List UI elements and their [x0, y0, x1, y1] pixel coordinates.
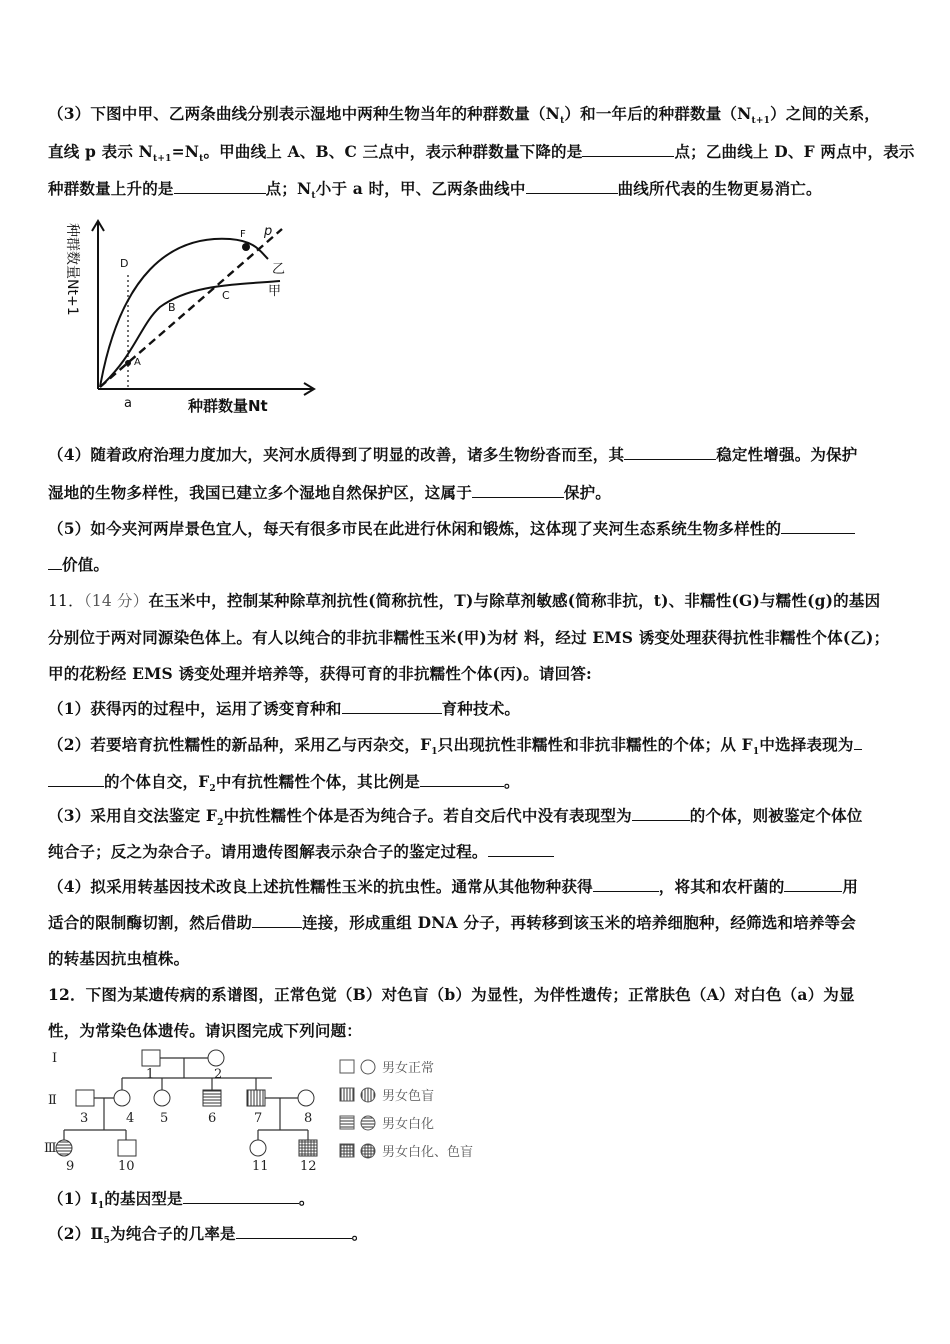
q10-p3-line2: 直线 p 表示 $N_{t+1}=N_t$。甲曲线上 A、B、C 三点中，表示种群数量下降的是 点；乙曲线上 D、F 两点中，表示	[48, 142, 915, 165]
q11-line1: 11．（14 分）在玉米中，控制某种除草剂抗性(简称抗性，T)与除草剂敏感(简称非抗，t)、非糯性(G)与糯性(g)的基因	[48, 591, 881, 610]
q12-line2: 性，为常染色体遗传。请识图完成下列问题：	[48, 1021, 363, 1040]
q11-line7: （3）采用自交法鉴定 $F_2$中抗性糯性个体是否为纯合子。若自交后代中没有表现型为 的个体，则被鉴定个体位	[48, 806, 863, 829]
answer-blank[interactable]	[48, 555, 62, 570]
label-F: F	[240, 229, 246, 240]
label-C: C	[222, 289, 230, 302]
q11-line4: （1）获得丙的过程中，运用了诱变育种和 育种技术。	[48, 699, 521, 718]
label-D: D	[120, 257, 129, 270]
label-B: B	[168, 301, 176, 314]
answer-blank[interactable]	[632, 806, 690, 821]
pedigree-chart	[40, 1048, 510, 1178]
legend-albino: 男女白化	[382, 1117, 435, 1132]
answer-blank[interactable]	[472, 483, 564, 498]
id-12: 12	[300, 1159, 317, 1174]
q10-p5-line1: （5）如今夹河两岸景色宜人，每天有很多市民在此进行休闲和锻炼，这体现了夹河生态系统生物多样性的	[48, 517, 855, 539]
id-2: 2	[214, 1067, 223, 1082]
q11-line9: （4）拟采用转基因技术改良上述抗性糯性玉米的抗虫性。通常从其他物种获得 ，将其和农杆菌的 用	[48, 877, 859, 896]
id-10: 10	[118, 1159, 135, 1174]
legend-albino-colorblind: 男女白化、色盲	[382, 1145, 474, 1160]
id-3: 3	[80, 1111, 89, 1126]
q11-line2: 分别位于两对同源染色体上。有人以纯合的非抗非糯性玉米(甲)为材 料，经过 EMS 诱变处理获得抗性非糯性个体(乙)；	[48, 628, 890, 647]
id-7: 7	[254, 1111, 263, 1126]
pedigree-II8-female	[298, 1090, 314, 1106]
q11-line8: 纯合子；反之为杂合子。请用遗传图解表示杂合子的鉴定过程。	[48, 840, 554, 862]
label-A: A	[134, 357, 141, 368]
gen-label-I: Ⅰ	[52, 1051, 58, 1066]
pedigree-legend	[340, 1060, 473, 1160]
q10-p3-line3: 种群数量上升的是 点；$N_t$小于 a 时，甲、乙两条曲线中 曲线所代表的生物更易消亡。	[48, 179, 822, 202]
y-axis-label: 种群数量Nt+1	[64, 223, 80, 316]
q10-p4-line1: （4）随着政府治理力度加大，夹河水质得到了明显的改善，诸多生物纷沓而至，其 稳定性增强。为保护	[48, 445, 858, 464]
id-1: 1	[146, 1067, 155, 1082]
q10-p3-line1: （3）下图中甲、乙两条曲线分别表示湿地中两种生物当年的种群数量$(N_t)$和一年后的种群数量$(N_{t+1})$之间的关系，	[48, 104, 880, 127]
q12-line1: 12．下图为某遗传病的系谱图，正常色觉（B）对色盲（b）为显性，为伴性遗传；正常肤色（A）对白色（a）为显	[48, 985, 855, 1004]
q11-line5: （2）若要培育抗性糯性的新品种，采用乙与丙杂交，$F_1$只出现抗性非糯性和非抗非糯性的个体；从 $F_1$中选择表现为	[48, 733, 862, 757]
point-F	[242, 243, 250, 251]
answer-blank[interactable]	[236, 1224, 352, 1239]
answer-blank[interactable]	[252, 913, 302, 928]
id-11: 11	[252, 1159, 269, 1174]
gen-label-III: Ⅲ	[44, 1141, 57, 1156]
pedigree-I2-female	[208, 1050, 224, 1066]
pedigree-I1-male	[142, 1050, 160, 1066]
label-p: p	[264, 224, 273, 239]
answer-blank[interactable]	[342, 699, 442, 714]
answer-blank[interactable]	[420, 772, 504, 787]
label-yi: 乙	[272, 262, 286, 277]
id-6: 6	[208, 1111, 217, 1126]
answer-blank[interactable]	[784, 877, 842, 892]
pedigree-II5-female	[154, 1090, 170, 1106]
gen-label-II: Ⅱ	[48, 1093, 57, 1108]
legend-normal: 男女正常	[382, 1061, 435, 1076]
q12-qa1: $(1)Ⅰ_1$的基因型是 。	[48, 1189, 315, 1212]
q11-line10: 适合的限制酶切割，然后借助 连接，形成重组 DNA 分子，再转移到该玉米的培养细胞种，经筛选和培养等会	[48, 913, 856, 932]
curve-jia	[100, 281, 280, 387]
population-chart	[60, 215, 320, 415]
q10-p4-line2: 湿地的生物多样性，我国已建立多个湿地自然保护区，这属于 保护。	[48, 483, 612, 502]
legend-colorblind: 男女色盲	[382, 1089, 435, 1104]
x-axis-label: 种群数量Nt	[188, 397, 268, 415]
pedigree-III10-male	[118, 1140, 136, 1156]
id-8: 8	[304, 1111, 313, 1126]
tick-a: a	[124, 396, 132, 411]
answer-blank[interactable]	[854, 735, 862, 750]
answer-blank[interactable]	[174, 179, 266, 194]
answer-blank[interactable]	[48, 772, 104, 787]
pedigree-III11-female	[250, 1140, 266, 1156]
id-4: 4	[126, 1111, 135, 1126]
pedigree-II4-female	[114, 1090, 130, 1106]
answer-blank[interactable]	[183, 1189, 299, 1204]
answer-blank[interactable]	[582, 142, 674, 157]
label-jia: 甲	[268, 284, 282, 299]
q10-p5-line2: 价值。	[48, 553, 109, 575]
q11-line3: 甲的花粉经 EMS 诱变处理并培养等，获得可育的非抗糯性个体(丙)。请回答:	[48, 664, 592, 683]
pedigree-II3-male	[76, 1090, 94, 1106]
pedigree-III9-female	[56, 1140, 72, 1156]
q11-line11: 的转基因抗虫植株。	[48, 949, 190, 968]
q11-line6: 的个体自交，$F_2$中有抗性糯性个体，其比例是 。	[48, 770, 520, 794]
answer-blank[interactable]	[593, 877, 659, 892]
answer-blank[interactable]	[488, 842, 554, 857]
pedigree-II7-male	[247, 1090, 265, 1106]
answer-blank[interactable]	[526, 179, 618, 194]
answer-blank[interactable]	[624, 445, 716, 460]
id-9: 9	[66, 1159, 75, 1174]
q12-qa2: $(2)Ⅱ_5$为纯合子的几率是 。	[48, 1224, 368, 1247]
pedigree-II6-male	[203, 1090, 221, 1106]
point-A	[125, 360, 131, 366]
answer-blank[interactable]	[781, 519, 855, 534]
id-5: 5	[160, 1111, 169, 1126]
pedigree-III12-male	[299, 1140, 317, 1156]
